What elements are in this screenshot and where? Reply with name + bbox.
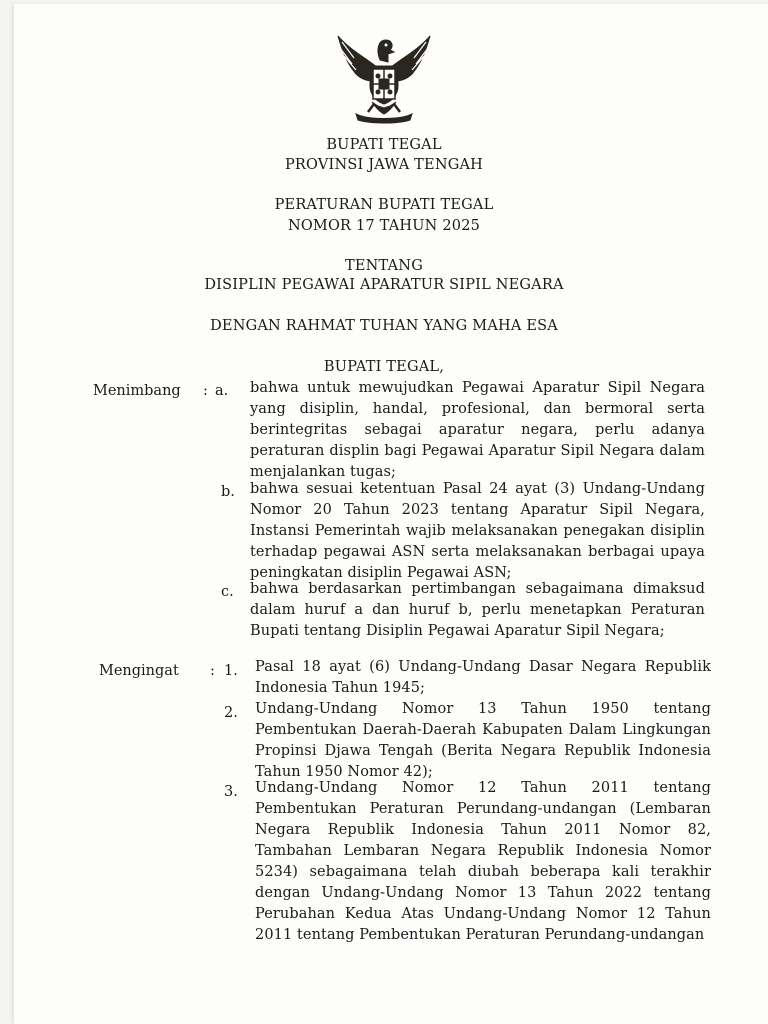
- menimbang-item-b: bahwa sesuai ketentuan Pasal 24 ayat (3) Undang-Undang Nomor 20 Tahun 2023 tentang Aparatur Sipil Negara, Instansi Pemerintah wajib melaksanakan penegakan disiplin terhadap pegawai ASN serta melaksanakan berbagai upaya peningkatan disiplin Pegawai ASN;: [250, 481, 705, 581]
- header-subject: DISIPLIN PEGAWAI APARATUR SIPIL NEGARA: [204, 277, 564, 293]
- mengingat-colon: :: [210, 663, 215, 679]
- menimbang-colon: :: [203, 383, 208, 399]
- header-tentang: TENTANG: [345, 258, 423, 274]
- garuda-emblem-icon: [332, 28, 436, 124]
- menimbang-marker-c: c.: [221, 584, 234, 600]
- menimbang-item-a: bahwa untuk mewujudkan Pegawai Aparatur Sipil Negara yang disiplin, handal, profesional, dan bermoral serta berintegritas sebagai aparatur negara, perlu adanya peraturan displin bagi Pegawai Aparatur Sipil Negara dalam menjalankan tugas;: [250, 380, 705, 480]
- mengingat-item-3: Undang-Undang Nomor 12 Tahun 2011 tentang Pembentukan Peraturan Perundang-undangan (Lembaran Negara Republik Indonesia Tahun 2011 Nomor 82, Tambahan Lembaran Negara Republik Indonesia Nomor 5234) sebagaimana telah diubah beberapa kali terakhir dengan Undang-Undang Nomor 13 Tahun 2022 tentang Perubahan Kedua Atas Undang-Undang Nomor 12 Tahun 2011 tentang Pembentukan Peraturan Perundang-undangan: [255, 780, 711, 943]
- header-province-title: PROVINSI JAWA TENGAH: [284, 157, 484, 173]
- mengingat-marker-1: 1.: [224, 663, 238, 679]
- mengingat-label: Mengingat: [99, 663, 179, 679]
- menimbang-marker-b: b.: [221, 484, 235, 500]
- header-preamble: DENGAN RAHMAT TUHAN YANG MAHA ESA: [210, 318, 558, 334]
- menimbang-label: Menimbang: [93, 383, 181, 399]
- mengingat-item-1: Pasal 18 ayat (6) Undang-Undang Dasar Negara Republik Indonesia Tahun 1945;: [255, 659, 711, 696]
- mengingat-marker-2: 2.: [224, 705, 238, 721]
- menimbang-marker-a: a.: [215, 383, 229, 399]
- mengingat-item-2: Undang-Undang Nomor 13 Tahun 1950 tentang Pembentukan Daerah-Daerah Kabupaten Dalam Lingkungan Propinsi Djawa Tengah (Berita Negara Republik Indonesia Tahun 1950 Nomor 42);: [255, 701, 711, 780]
- header-regulation-number: NOMOR 17 TAHUN 2025: [287, 218, 481, 234]
- header-regent-closing: BUPATI TEGAL,: [323, 359, 445, 375]
- header-regulation-title: PERATURAN BUPATI TEGAL: [274, 197, 494, 213]
- header-regent-title: BUPATI TEGAL: [326, 137, 442, 153]
- mengingat-marker-3: 3.: [224, 784, 238, 800]
- menimbang-item-c: bahwa berdasarkan pertimbangan sebagaimana dimaksud dalam huruf a dan huruf b, perlu menetapkan Peraturan Bupati tentang Disiplin Pegawai Aparatur Sipil Negara;: [250, 581, 705, 639]
